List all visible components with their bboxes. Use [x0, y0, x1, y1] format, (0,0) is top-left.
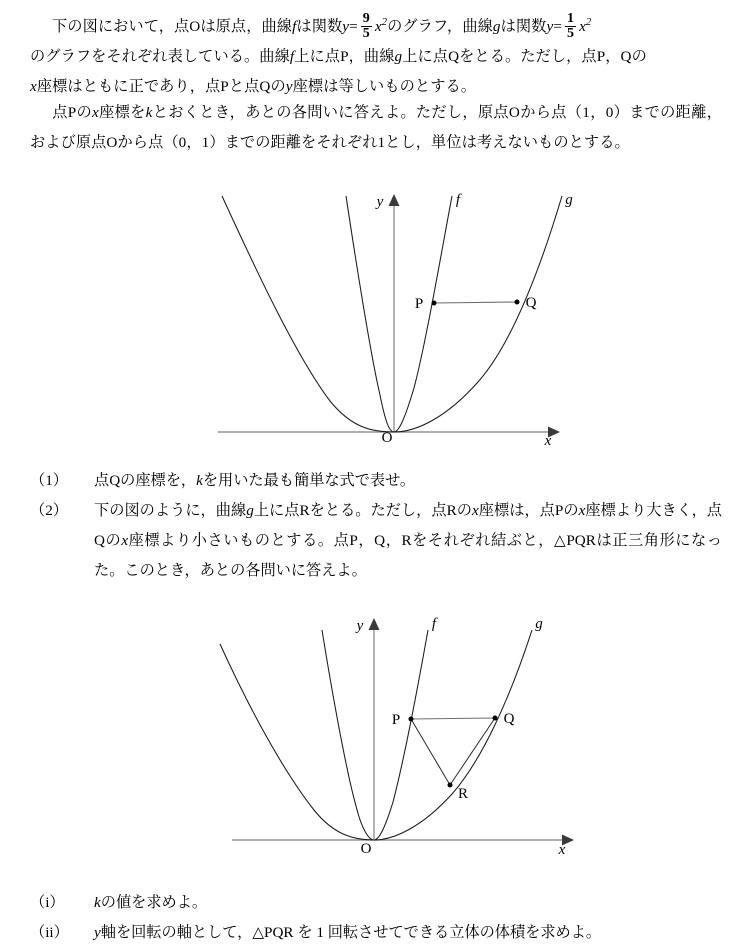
- subquestion-ii-row: [30, 918, 722, 948]
- question-text-segment: を用いた最も簡単な式で表せ。: [202, 472, 416, 489]
- curve-g-path: [222, 196, 562, 432]
- question-1-body: [94, 466, 722, 496]
- segment-PQ: [434, 302, 517, 303]
- question-text-segment: 座標は，点Pの: [478, 502, 579, 519]
- curve-f-path: [322, 630, 428, 840]
- figure-1: [200, 190, 600, 449]
- y-axis-arrowhead: [369, 618, 380, 630]
- question-text-segment: 点Qの座標を，: [94, 472, 197, 489]
- point-Q-marker: [515, 300, 520, 305]
- intro-text-segment: 上に点P，曲線: [294, 48, 395, 66]
- point-R-label: R: [457, 786, 469, 802]
- subquestion-ii-number: （ii）: [30, 924, 69, 941]
- question-text-segment: 座標より大きく，点Qの: [94, 502, 722, 549]
- variable-x: x: [374, 18, 382, 36]
- variable-k: k: [145, 104, 153, 121]
- question-1-number: （1）: [30, 472, 68, 489]
- subquestion-text-segment: の値を求めよ。: [100, 894, 208, 911]
- intro-text-segment: 座標は等しいものとする。: [292, 78, 477, 96]
- question-2-row: [30, 496, 722, 586]
- subquestion-ii-body: [94, 918, 722, 948]
- variable-x: x: [121, 532, 129, 549]
- subquestion-i-body: [94, 888, 722, 918]
- intro-text-segment: とおくとき，あとの各問いに答えよ。ただし，原点Oから点（1，0）までの距離，および原点Oから点（0，1）までの距離をそれぞれ1とし，単位は考えないものとする。: [30, 104, 722, 151]
- variable-x: x: [92, 104, 99, 121]
- point-P-label: P: [391, 712, 401, 728]
- variable-x: x: [30, 78, 37, 96]
- curve-g-name: g: [492, 18, 501, 36]
- equals-sign: =: [553, 18, 562, 36]
- intro-text-segment: 下の図において，点Oは原点，曲線: [52, 18, 293, 36]
- intro-text-segment: は関数: [500, 18, 547, 36]
- origin-label: O: [360, 841, 372, 857]
- variable-k: k: [196, 472, 203, 489]
- point-P-marker: [432, 301, 437, 306]
- point-Q-marker: [493, 716, 498, 721]
- variable-x: x: [579, 18, 586, 36]
- fraction-numerator: 9: [362, 11, 370, 27]
- figure-2-svg: [180, 610, 580, 870]
- curve-g-path: [220, 630, 532, 840]
- segment-PQ: [411, 718, 495, 719]
- y-axis-arrowhead: [389, 194, 400, 206]
- variable-y: y: [285, 78, 293, 96]
- curve-f-name: f: [289, 48, 295, 66]
- curve-f-label: f: [431, 616, 437, 632]
- subquestion-i-row: [30, 888, 722, 918]
- variable-y: y: [94, 924, 101, 941]
- subquestion-text-segment: 軸を回転の軸として，△PQR を 1 回転させてできる立体の体積を求めよ。: [100, 924, 602, 941]
- fraction-denominator: 5: [567, 26, 575, 42]
- segment-RQ: [450, 718, 495, 785]
- intro-text-segment: のグラフ，曲線: [387, 18, 493, 36]
- exponent-two: 2: [585, 17, 592, 28]
- point-Q-label: Q: [525, 295, 537, 311]
- curve-f-name: f: [292, 18, 297, 36]
- variable-y: y: [342, 18, 350, 36]
- origin-label: O: [381, 430, 393, 446]
- y-axis-label: y: [376, 194, 384, 210]
- curve-f-label: f: [455, 192, 461, 208]
- intro-text-segment: 上に点Qをとる。ただし，点P，Qの: [402, 48, 647, 66]
- question-text-segment: 下の図のように，曲線: [94, 502, 247, 519]
- fraction-numerator: 1: [567, 11, 575, 27]
- equals-sign: =: [349, 18, 358, 36]
- question-2-body: [94, 496, 722, 586]
- figure-1-svg: [200, 190, 600, 449]
- variable-x: x: [472, 502, 479, 519]
- point-R-marker: [448, 783, 453, 788]
- fraction-nine-fifths: [361, 12, 372, 41]
- point-P-marker: [409, 717, 414, 722]
- intro-paragraph-1: [30, 8, 722, 102]
- point-Q-label: Q: [503, 711, 515, 727]
- figure-2: [180, 610, 580, 870]
- curve-g-label: g: [535, 616, 543, 632]
- question-text-segment: 上に点Rをとる。ただし，点Rの: [253, 502, 472, 519]
- question-2-number: （2）: [30, 502, 68, 519]
- intro-text-segment: は関数: [296, 18, 343, 36]
- curve-g-label: g: [565, 192, 573, 208]
- segment-PR: [411, 719, 450, 785]
- subquestion-i-number: （i）: [30, 894, 65, 911]
- question-text-segment: 座標より小さいものとする。点P，Q，Rをそれぞれ結ぶと，△PQRは正三角形になった。このとき，あとの各問いに答えよ。: [94, 532, 722, 579]
- intro-paragraph-2: [30, 98, 722, 158]
- x-axis-label: x: [544, 433, 552, 449]
- curve-g-name: g: [394, 48, 403, 66]
- y-axis-label: y: [356, 618, 364, 634]
- curve-g-name: g: [246, 502, 254, 519]
- point-P-label: P: [414, 296, 424, 312]
- intro-text-segment: 点Pの: [52, 104, 93, 121]
- intro-text-segment: 座標を: [98, 104, 146, 121]
- exponent-two: 2: [381, 17, 388, 28]
- intro-text-segment: 座標はともに正であり，点Pと点Qの: [36, 78, 286, 96]
- intro-text-segment: のグラフをそれぞれ表している。曲線: [30, 48, 290, 66]
- curve-f-path: [346, 196, 452, 432]
- variable-x: x: [578, 502, 586, 519]
- fraction-one-fifth: [565, 12, 576, 41]
- question-1-row: [30, 466, 722, 496]
- variable-y: y: [546, 18, 554, 36]
- fraction-denominator: 5: [362, 26, 370, 42]
- x-axis-label: x: [558, 842, 566, 858]
- variable-k: k: [94, 894, 101, 911]
